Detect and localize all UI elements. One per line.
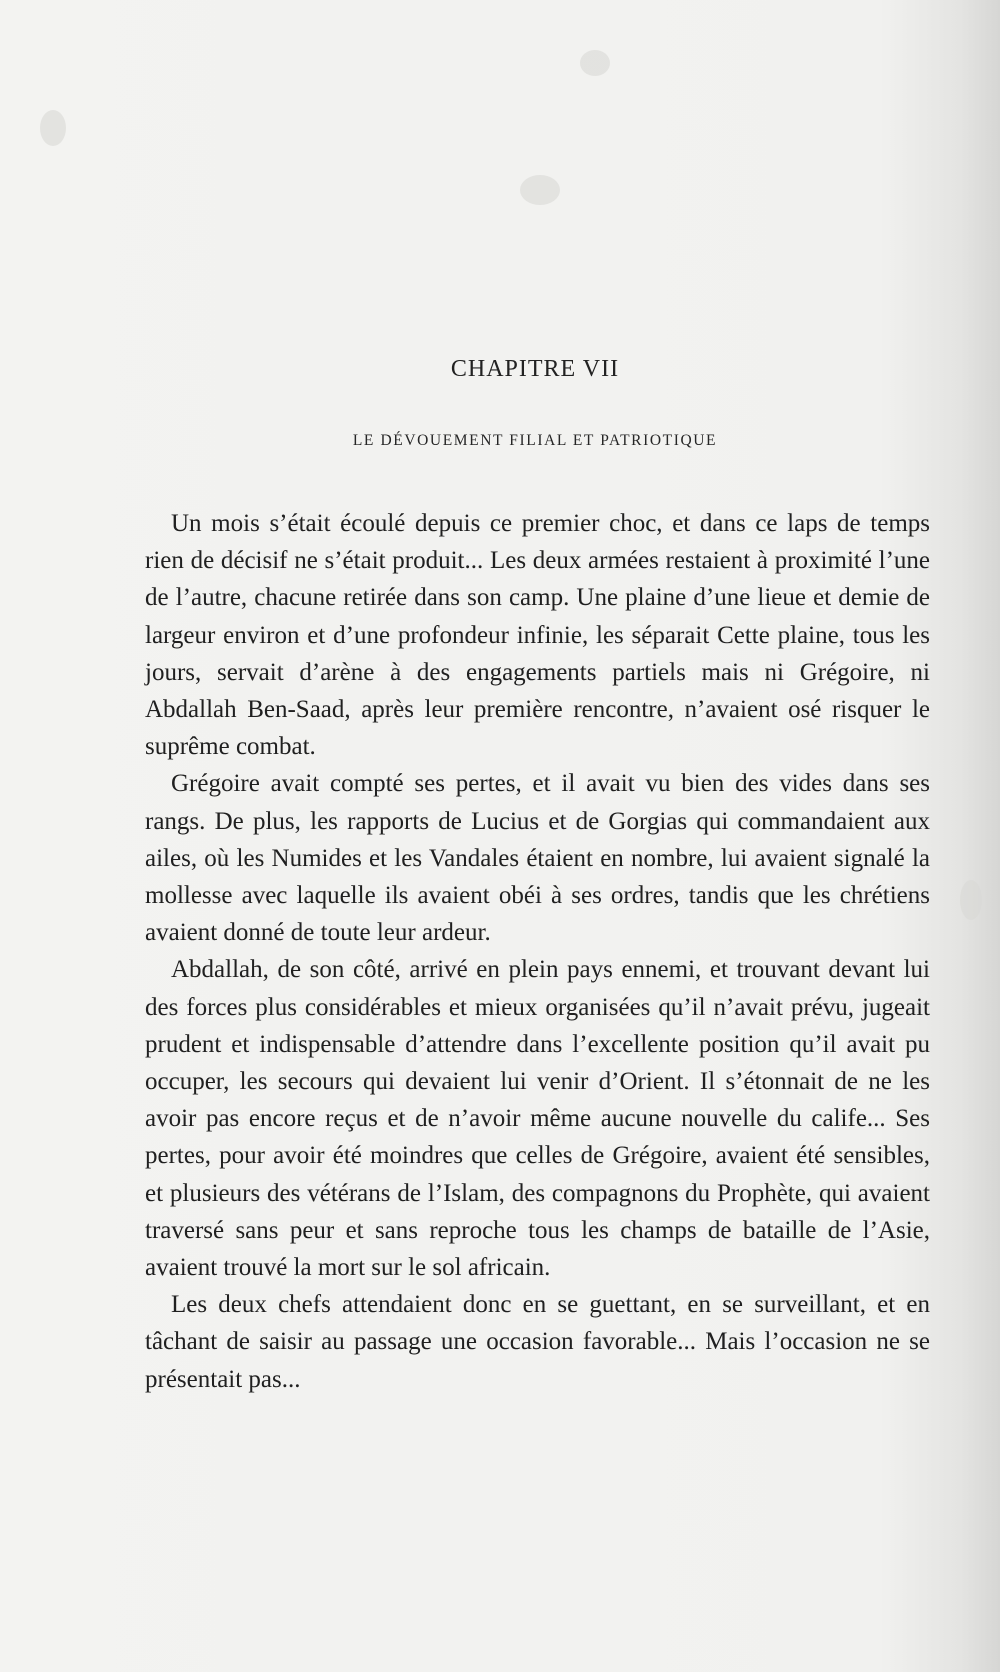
chapter-body (145, 505, 930, 1398)
paragraph: Abdallah, de son côté, arrivé en plein pays ennemi, et trouvant devant lui des forces plus considérables et mieux organisées qu’il n’avait prévu, jugeait prudent et indispensable d’attendre dans l’excellente position qu’il avait pu occuper, les secours qui devaient lui venir d’Orient. Il s’étonnait de ne les avoir pas encore reçus et de n’avoir même aucune nouvelle du calife... Ses pertes, pour avoir été moindres que celles de Grégoire, avaient été sensibles, et plusieurs des vétérans de l’Islam, des compagnons du Prophète, qui avaient traversé sans peur et sans reproche tous les champs de bataille de l’Asie, avaient trouvé la mort sur le sol africain. (145, 956, 930, 1282)
paragraph: Un mois s’était écoulé depuis ce premier choc, et dans ce laps de temps rien de décisif ne s’était produit... Les deux armées restaient à proximité l’une de l’autre, chacune retirée dans son camp. Une plaine d’une lieue et demie de largeur environ et d’une profondeur infinie, les séparait Cette plaine, tous les jours, servait d’arène à des engagements partiels mais ni Grégoire, ni Abdallah Ben-Saad, après leur première rencontre, n’avaient osé risquer le suprême combat. (145, 510, 930, 761)
paper-speck (960, 880, 982, 920)
paper-speck (520, 175, 560, 205)
paragraph: Grégoire avait compté ses pertes, et il avait vu bien des vides dans ses rangs. De plus, les rapports de Lucius et de Gorgias qui commandaient aux ailes, où les Numides et les Vandales étaient en nombre, lui avaient signalé la mollesse avec laquelle ils avaient obéi à ses ordres, tandis que les chrétiens avaient donné de toute leur ardeur. (145, 770, 930, 947)
paper-speck (40, 110, 66, 146)
paragraph: Les deux chefs attendaient donc en se guettant, en se surveillant, et en tâchant de saisir au passage une occasion favorable... Mais l’occasion ne se présentait pas... (145, 1291, 930, 1393)
chapter-subtitle: LE DÉVOUEMENT FILIAL ET PATRIOTIQUE (352, 432, 718, 449)
paper-speck (580, 50, 610, 76)
chapter-title: CHAPITRE VII (450, 356, 620, 382)
